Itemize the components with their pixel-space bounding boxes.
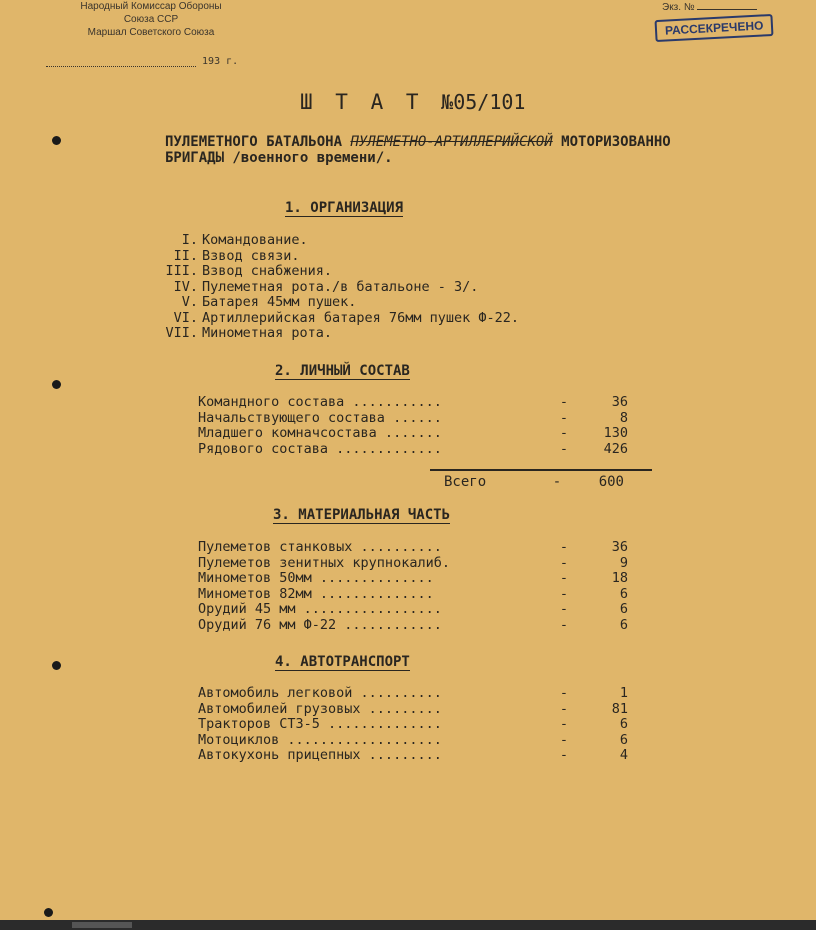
table-row: Автокухонь прицепных ......... - 4 [198, 747, 628, 763]
year-line: 193 г. [202, 56, 239, 67]
total-divider [430, 469, 652, 471]
page-title: Ш Т А Т №05/101 [300, 90, 526, 114]
section-heading-organization: 1. ОРГАНИЗАЦИЯ [285, 200, 404, 216]
declassified-stamp: РАССЕКРЕЧЕНО [655, 14, 774, 42]
personnel-total: Всего - 600 [444, 474, 624, 490]
copy-number: Экз. № [662, 2, 757, 13]
table-row: Орудий 45 мм ................. - 6 [198, 601, 628, 617]
table-row: Автомобилей грузовых ......... - 81 [198, 700, 628, 717]
viewer-bottom-bar [0, 920, 816, 930]
table-row: Младшего комначсостава ....... - 130 [198, 425, 628, 441]
list-item: VII. Минометная рота. [165, 325, 333, 341]
binder-hole [52, 136, 61, 145]
section-heading-personnel: 2. ЛИЧНЫЙ СОСТАВ [275, 363, 410, 379]
list-item: III. Взвод снабжения. [165, 263, 333, 279]
table-row: Тракторов СТЗ-5 .............. - 6 [198, 716, 628, 732]
document-subtitle: ПУЛЕМЕТНОГО БАТАЛЬОНА ПУЛЕМЕТНО-АРТИЛЛЕРИЙСКОЙ МОТОРИЗОВАННО БРИГАДЫ /военного времени/. [165, 134, 671, 166]
header-line: Союза ССР [123, 14, 179, 25]
list-item: VI. Артиллерийская батарея 76мм пушек Ф-22. [173, 309, 519, 326]
organization-list [160, 233, 519, 342]
table-row: Начальствующего состава ...... - 8 [198, 409, 628, 426]
table-row: Мотоциклов ................... - 6 [198, 731, 628, 748]
section-heading-material: 3. МАТЕРИАЛЬНАЯ ЧАСТЬ [273, 507, 451, 523]
section-heading-transport: 4. АВТОТРАНСПОРТ [275, 654, 410, 670]
list-item: IV. Пулеметная рота./в батальоне - 3/. [173, 278, 479, 295]
signature-line [46, 56, 238, 67]
header-line: Народный Комиссар Обороны [80, 1, 222, 12]
table-row: Орудий 76 мм Ф-22 ............ - 6 [198, 616, 628, 633]
header-block [46, 0, 256, 39]
personnel-table [198, 395, 628, 457]
header-line: Маршал Советского Союза [87, 27, 215, 38]
list-item: I. Командование. [181, 232, 308, 248]
list-item: V. Батарея 45мм пушек. [181, 294, 357, 310]
table-row: Командного состава ........... - 36 [198, 394, 628, 410]
material-table [198, 540, 628, 633]
binder-hole [44, 908, 53, 917]
table-row: Минометов 50мм .............. - 18 [198, 570, 628, 586]
transport-table [198, 686, 628, 764]
binder-hole [52, 380, 61, 389]
table-row: Минометов 82мм .............. - 6 [198, 585, 628, 602]
binder-hole [52, 661, 61, 670]
table-row: Пулеметов зенитных крупнокалиб. - 9 [198, 554, 628, 571]
table-row: Автомобиль легковой .......... - 1 [198, 685, 628, 701]
table-row: Пулеметов станковых .......... - 36 [198, 539, 628, 555]
list-item: II. Взвод связи. [173, 247, 300, 264]
table-row: Рядового состава ............. - 426 [198, 440, 628, 457]
